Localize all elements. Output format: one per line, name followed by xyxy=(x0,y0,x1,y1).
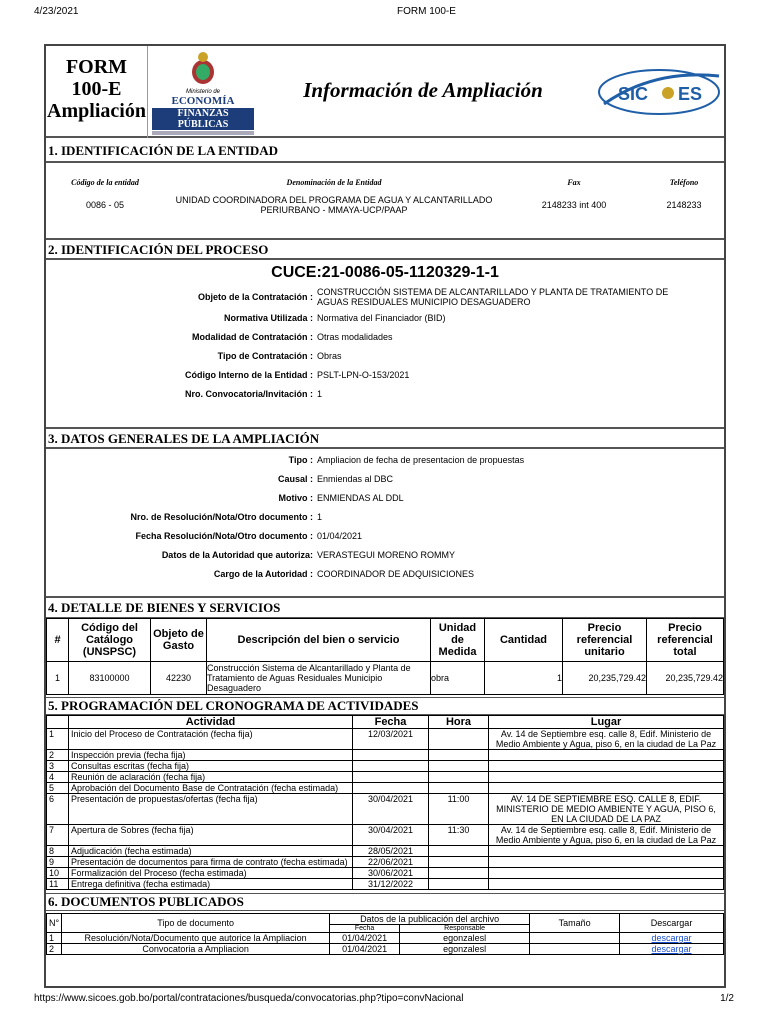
kv-value: VERASTEGUI MORENO ROMMY xyxy=(317,550,456,560)
col-header: Lugar xyxy=(489,716,724,729)
document-fecha: 01/04/2021 xyxy=(330,944,400,955)
schedule-hora xyxy=(429,857,489,868)
kv-key: Normativa Utilizada : xyxy=(223,313,313,323)
kv-key: Fecha Resolución/Nota/Otro documento : xyxy=(135,531,313,541)
entity-phone: 2148233 xyxy=(666,200,702,210)
table-row xyxy=(47,662,724,695)
document-row xyxy=(47,933,724,944)
document-fecha: 01/04/2021 xyxy=(330,933,400,944)
kv-row xyxy=(46,550,724,560)
schedule-row xyxy=(47,750,724,761)
schedule-lugar xyxy=(489,846,724,857)
schedule-row xyxy=(47,868,724,879)
kv-key: Tipo : xyxy=(288,455,313,465)
schedule-row xyxy=(47,846,724,857)
kv-row xyxy=(46,332,724,342)
form-type: Ampliación xyxy=(47,100,146,122)
schedule-lugar: Av. 14 de Septiembre esq. calle 8, Edif. Ministerio de Medio Ambiente y Agua, piso 6, en la ciudad de La Paz xyxy=(489,729,724,750)
logo-economia-text: ECONOMÍA xyxy=(171,95,235,107)
schedule-hora xyxy=(429,879,489,890)
kv-value: Normativa del Financiador (BID) xyxy=(317,313,446,323)
schedule-lugar: Av. 14 de Septiembre esq. calle 8, Edif. Ministerio de Medio Ambiente y Agua, piso 6, en la ciudad de La Paz xyxy=(489,825,724,846)
schedule-n: 5 xyxy=(47,783,69,794)
table-header-row xyxy=(47,619,724,662)
schedule-lugar: AV. 14 DE SEPTIEMBRE ESQ. CALLE 8, EDIF. MINISTERIO DE MEDIO AMBIENTE Y AGUA, PISO 6, EN LA CIUDAD DE LA PAZ xyxy=(489,794,724,825)
kv-row xyxy=(46,313,724,323)
schedule-n: 8 xyxy=(47,846,69,857)
schedule-fecha xyxy=(353,783,429,794)
document-tam xyxy=(530,944,620,955)
schedule-act: Adjudicación (fecha estimada) xyxy=(69,846,353,857)
cell: 42230 xyxy=(151,662,207,695)
col-header: Código del Catálogo (UNSPSC) xyxy=(69,619,151,662)
kv-key: Motivo : xyxy=(278,493,313,503)
table-header-row xyxy=(47,716,724,729)
col-header: Responsable xyxy=(400,925,530,933)
cell: 20,235,729.42 xyxy=(563,662,647,695)
schedule-act: Inicio del Proceso de Contratación (fecha fija) xyxy=(69,729,353,750)
table-header-row xyxy=(47,914,724,925)
sicoes-text-a: SIC xyxy=(618,84,649,104)
schedule-row xyxy=(47,729,724,750)
schedule-row xyxy=(47,761,724,772)
col-header: Descargar xyxy=(620,914,724,933)
section-1-title: 1. IDENTIFICACIÓN DE LA ENTIDAD xyxy=(46,141,724,163)
kv-row xyxy=(46,389,724,399)
schedule-fecha: 28/05/2021 xyxy=(353,846,429,857)
kv-row xyxy=(46,351,724,361)
schedule-body xyxy=(47,729,724,890)
logo-ministry-text: Ministerio de xyxy=(185,89,220,95)
schedule-hora xyxy=(429,750,489,761)
schedule-n: 11 xyxy=(47,879,69,890)
schedule-hora xyxy=(429,772,489,783)
cell: 1 xyxy=(47,662,69,695)
col-header: Cantidad xyxy=(485,619,563,662)
schedule-hora: 11:00 xyxy=(429,794,489,825)
schedule-n: 7 xyxy=(47,825,69,846)
form-header xyxy=(46,46,724,138)
schedule-table xyxy=(46,715,724,890)
schedule-fecha: 31/12/2022 xyxy=(353,879,429,890)
schedule-fecha: 22/06/2021 xyxy=(353,857,429,868)
cell: obra xyxy=(431,662,485,695)
document-n: 1 xyxy=(47,933,62,944)
kv-row xyxy=(46,493,724,503)
kv-key: Código Interno de la Entidad : xyxy=(185,370,313,380)
schedule-fecha xyxy=(353,750,429,761)
schedule-fecha xyxy=(353,772,429,783)
download-link[interactable]: descargar xyxy=(651,944,692,954)
kv-key: Causal : xyxy=(277,474,313,484)
kv-value: 1 xyxy=(317,389,323,399)
print-footer xyxy=(34,993,734,1004)
entity-fax: 2148233 int 400 xyxy=(541,200,607,210)
col-header: Actividad xyxy=(69,716,353,729)
kv-key: Datos de la Autoridad que autoriza: xyxy=(161,550,313,560)
col-header: N° xyxy=(47,914,62,933)
schedule-fecha: 30/04/2021 xyxy=(353,825,429,846)
section-3-title: 3. DATOS GENERALES DE LA AMPLIACIÓN xyxy=(46,427,724,449)
cell: Construcción Sistema de Alcantarillado y Planta de Tratamiento de Aguas Residuales Municipio Desaguadero xyxy=(207,662,431,695)
document-download-cell xyxy=(620,944,724,955)
schedule-n: 10 xyxy=(47,868,69,879)
form-page xyxy=(44,44,726,988)
cuce-code: CUCE:21-0086-05-1120329-1-1 xyxy=(271,264,499,281)
form-label: FORM xyxy=(65,56,128,78)
schedule-hora xyxy=(429,783,489,794)
documents-table xyxy=(46,913,724,955)
schedule-n: 2 xyxy=(47,750,69,761)
col-header: # xyxy=(47,619,69,662)
schedule-hora xyxy=(429,761,489,772)
kv-key: Nro. de Resolución/Nota/Otro documento : xyxy=(130,512,313,522)
document-tipo: Resolución/Nota/Documento que autorice la Ampliacion xyxy=(62,933,330,944)
col-header: Fecha xyxy=(353,716,429,729)
schedule-lugar xyxy=(489,750,724,761)
entity-code: 0086 - 05 xyxy=(85,200,125,210)
schedule-row xyxy=(47,825,724,846)
schedule-act: Reunión de aclaración (fecha fija) xyxy=(69,772,353,783)
col-header: Descripción del bien o servicio xyxy=(207,619,431,662)
kv-row xyxy=(46,370,724,380)
col-header: Hora xyxy=(429,716,489,729)
document-resp: egonzalesl xyxy=(400,944,530,955)
entity-values xyxy=(46,187,724,215)
entity-name: UNIDAD COORDINADORA DEL PROGRAMA DE AGUA Y ALCANTARILLADO PERIURBANO - MMAYA-UCP/PAAP xyxy=(175,195,493,215)
schedule-row xyxy=(47,857,724,868)
form-id-box xyxy=(46,46,148,138)
document-tam xyxy=(530,933,620,944)
entity-headers xyxy=(46,163,724,187)
schedule-act: Aprobación del Documento Base de Contratación (fecha estimada) xyxy=(69,783,353,794)
col-header: Precio referencial unitario xyxy=(563,619,647,662)
kv-key: Cargo de la Autoridad : xyxy=(213,569,313,579)
schedule-row xyxy=(47,879,724,890)
kv-value: Ampliacion de fecha de presentacion de propuestas xyxy=(317,455,525,465)
col-header: Datos de la publicación del archivo xyxy=(330,914,530,925)
schedule-lugar xyxy=(489,772,724,783)
schedule-fecha: 12/03/2021 xyxy=(353,729,429,750)
document-download-cell xyxy=(620,933,724,944)
schedule-fecha: 30/04/2021 xyxy=(353,794,429,825)
kv-row xyxy=(46,474,724,484)
document-n: 2 xyxy=(47,944,62,955)
schedule-act: Entrega definitiva (fecha estimada) xyxy=(69,879,353,890)
schedule-act: Inspección previa (fecha fija) xyxy=(69,750,353,761)
col-header: Objeto de Gasto xyxy=(151,619,207,662)
schedule-hora xyxy=(429,846,489,857)
schedule-hora xyxy=(429,729,489,750)
section-2-title: 2. IDENTIFICACIÓN DEL PROCESO xyxy=(46,238,724,260)
sicoes-text-b: ES xyxy=(678,84,703,104)
page-title: Información de Ampliación xyxy=(303,78,543,102)
schedule-act: Consultas escritas (fecha fija) xyxy=(69,761,353,772)
section-4-title: 4. DETALLE DE BIENES Y SERVICIOS xyxy=(46,596,724,618)
schedule-fecha: 30/06/2021 xyxy=(353,868,429,879)
kv-key: Objeto de la Contratación : xyxy=(197,292,313,302)
schedule-act: Apertura de Sobres (fecha fija) xyxy=(69,825,353,846)
kv-value: ENMIENDAS AL DDL xyxy=(317,493,404,503)
kv-value: Enmiendas al DBC xyxy=(317,474,394,484)
schedule-n: 4 xyxy=(47,772,69,783)
schedule-row xyxy=(47,794,724,825)
kv-value: 1 xyxy=(317,512,323,522)
document-tipo: Convocatoria a Ampliacion xyxy=(62,944,330,955)
schedule-hora: 11:30 xyxy=(429,825,489,846)
schedule-n: 9 xyxy=(47,857,69,868)
documents-body xyxy=(47,933,724,955)
print-url: https://www.sicoes.gob.bo/portal/contrataciones/busqueda/convocatorias.php?tipo=convNacional xyxy=(34,993,464,1004)
schedule-lugar xyxy=(489,879,724,890)
kv-value: PSLT-LPN-O-153/2021 xyxy=(317,370,410,380)
logo-bar xyxy=(152,131,254,135)
col-header: Tamaño xyxy=(530,914,620,933)
process-block xyxy=(46,260,724,427)
col-header: Precio referencial total xyxy=(647,619,724,662)
logo-finanzas-text: FINANZAS PÚBLICAS xyxy=(152,108,254,130)
download-link[interactable]: descargar xyxy=(651,933,692,943)
print-header xyxy=(34,6,734,17)
h-fax: Fax xyxy=(567,178,581,187)
cell: 83100000 xyxy=(69,662,151,695)
section-6-title: 6. DOCUMENTOS PUBLICADOS xyxy=(46,893,724,911)
schedule-act: Formalización del Proceso (fecha estimada) xyxy=(69,868,353,879)
entity-block xyxy=(46,163,724,238)
col-header: Tipo de documento xyxy=(62,914,330,933)
kv-value: Obras xyxy=(317,351,342,361)
schedule-lugar xyxy=(489,857,724,868)
coat-of-arms-icon xyxy=(186,50,220,88)
schedule-lugar xyxy=(489,868,724,879)
schedule-lugar xyxy=(489,761,724,772)
schedule-row xyxy=(47,772,724,783)
kv-row xyxy=(46,455,724,465)
kv-row xyxy=(46,286,724,308)
schedule-n: 1 xyxy=(47,729,69,750)
kv-row xyxy=(46,512,724,522)
document-resp: egonzalesl xyxy=(400,933,530,944)
h-codigo: Código de la entidad xyxy=(71,178,139,187)
schedule-act: Presentación de propuestas/ofertas (fecha fija) xyxy=(69,794,353,825)
h-telefono: Teléfono xyxy=(669,178,699,187)
kv-value: CONSTRUCCIÓN SISTEMA DE ALCANTARILLADO Y PLANTA DE TRATAMIENTO DE AGUAS RESIDUALES MUNICIPIO DESAGUADERO xyxy=(317,287,669,307)
print-date: 4/23/2021 xyxy=(34,6,79,17)
h-denominacion: Denominación de la Entidad xyxy=(286,178,382,187)
kv-key: Modalidad de Contratación : xyxy=(191,332,313,342)
cell: 1 xyxy=(485,662,563,695)
kv-row xyxy=(46,531,724,541)
ministry-logo xyxy=(148,46,258,138)
schedule-row xyxy=(47,783,724,794)
schedule-fecha xyxy=(353,761,429,772)
extension-block xyxy=(46,449,724,596)
col-header: Unidad de Medida xyxy=(431,619,485,662)
kv-value: 01/04/2021 xyxy=(317,531,363,541)
document-row xyxy=(47,944,724,955)
schedule-hora xyxy=(429,868,489,879)
kv-row xyxy=(46,569,724,579)
col-header: Fecha xyxy=(330,925,400,933)
goods-table xyxy=(46,618,724,695)
kv-key: Tipo de Contratación : xyxy=(217,351,313,361)
schedule-n: 3 xyxy=(47,761,69,772)
kv-key: Nro. Convocatoria/Invitación : xyxy=(184,389,313,399)
schedule-lugar xyxy=(489,783,724,794)
kv-value: Otras modalidades xyxy=(317,332,393,342)
print-title: FORM 100-E xyxy=(397,6,456,17)
cell: 20,235,729.42 xyxy=(647,662,724,695)
kv-value: COORDINADOR DE ADQUISICIONES xyxy=(317,569,475,579)
form-number: 100-E xyxy=(71,78,122,100)
schedule-n: 6 xyxy=(47,794,69,825)
print-page: 1/2 xyxy=(720,993,734,1004)
section-5-title: 5. PROGRAMACIÓN DEL CRONOGRAMA DE ACTIVIDADES xyxy=(46,697,724,715)
sicoes-logo xyxy=(594,64,724,120)
schedule-act: Presentación de documentos para firma de contrato (fecha estimada) xyxy=(69,857,353,868)
